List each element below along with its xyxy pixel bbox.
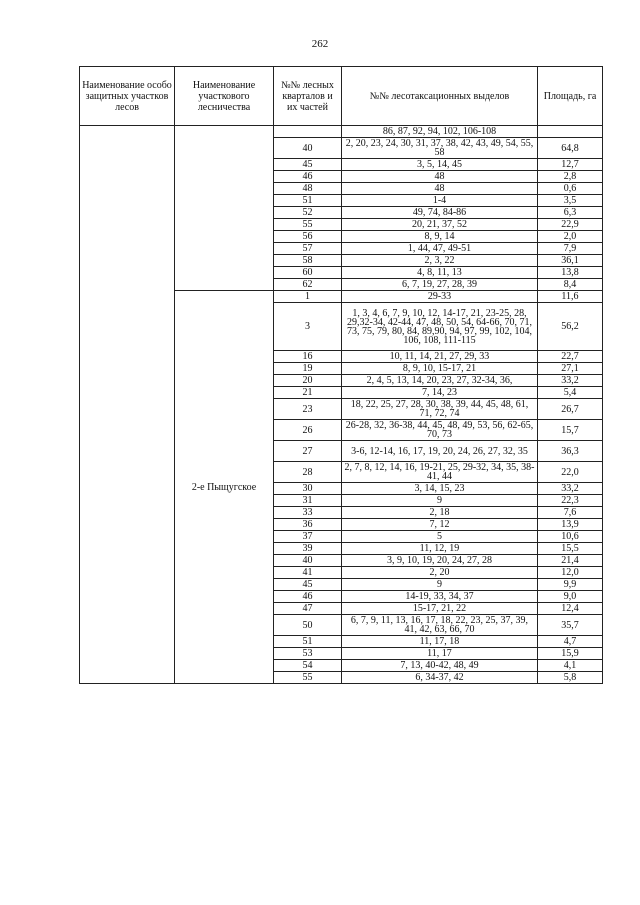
quarter-cell: 45 bbox=[274, 159, 342, 171]
quarter-cell: 41 bbox=[274, 567, 342, 579]
allotments-cell: 6, 34-37, 42 bbox=[342, 672, 538, 684]
area-cell: 33,2 bbox=[538, 483, 603, 495]
area-cell: 7,9 bbox=[538, 243, 603, 255]
allotments-cell: 29-33 bbox=[342, 291, 538, 303]
area-cell: 22,0 bbox=[538, 462, 603, 483]
area-cell: 26,7 bbox=[538, 399, 603, 420]
allotments-cell: 3-6, 12-14, 16, 17, 19, 20, 24, 26, 27, 32, 35 bbox=[342, 441, 538, 462]
area-cell: 27,1 bbox=[538, 363, 603, 375]
quarter-cell: 23 bbox=[274, 399, 342, 420]
quarter-cell: 53 bbox=[274, 648, 342, 660]
allotments-cell: 7, 14, 23 bbox=[342, 387, 538, 399]
quarter-cell: 27 bbox=[274, 441, 342, 462]
area-cell: 9,0 bbox=[538, 591, 603, 603]
allotments-cell: 4, 8, 11, 13 bbox=[342, 267, 538, 279]
quarter-cell: 39 bbox=[274, 543, 342, 555]
allotments-cell: 86, 87, 92, 94, 102, 106-108 bbox=[342, 126, 538, 138]
quarter-cell: 52 bbox=[274, 207, 342, 219]
quarter-cell: 40 bbox=[274, 138, 342, 159]
quarter-cell: 56 bbox=[274, 231, 342, 243]
allotments-cell: 8, 9, 14 bbox=[342, 231, 538, 243]
allotments-cell: 8, 9, 10, 15-17, 21 bbox=[342, 363, 538, 375]
quarter-cell: 48 bbox=[274, 183, 342, 195]
area-cell: 12,4 bbox=[538, 603, 603, 615]
quarter-cell: 60 bbox=[274, 267, 342, 279]
area-cell: 4,1 bbox=[538, 660, 603, 672]
area-cell: 11,6 bbox=[538, 291, 603, 303]
allotments-cell: 2, 18 bbox=[342, 507, 538, 519]
area-cell: 12,0 bbox=[538, 567, 603, 579]
area-cell: 22,9 bbox=[538, 219, 603, 231]
quarter-cell: 58 bbox=[274, 255, 342, 267]
area-cell: 9,9 bbox=[538, 579, 603, 591]
quarter-cell: 21 bbox=[274, 387, 342, 399]
allotments-cell: 3, 14, 15, 23 bbox=[342, 483, 538, 495]
area-cell: 10,6 bbox=[538, 531, 603, 543]
area-cell: 56,2 bbox=[538, 303, 603, 351]
quarter-cell: 54 bbox=[274, 660, 342, 672]
allotments-cell: 7, 12 bbox=[342, 519, 538, 531]
allotments-cell: 2, 3, 22 bbox=[342, 255, 538, 267]
quarter-cell: 37 bbox=[274, 531, 342, 543]
protective-area-name-cell bbox=[80, 126, 175, 684]
allotments-cell: 14-19, 33, 34, 37 bbox=[342, 591, 538, 603]
header-protective-area-name: Наименование особо защитных участков лесов bbox=[80, 67, 175, 126]
allotments-cell: 2, 4, 5, 13, 14, 20, 23, 27, 32-34, 36, bbox=[342, 375, 538, 387]
allotments-cell: 1, 3, 4, 6, 7, 9, 10, 12, 14-17, 21, 23-25, 28, 29,32-34, 42-44, 47, 48, 50, 54, 64-66, 70, 71, 73, 75, 79, 80, 84, 89,90, 94, 97, 99, 102, 104, 106, 108, 111-115 bbox=[342, 303, 538, 351]
area-cell: 13,9 bbox=[538, 519, 603, 531]
quarter-cell: 40 bbox=[274, 555, 342, 567]
allotments-cell: 3, 9, 10, 19, 20, 24, 27, 28 bbox=[342, 555, 538, 567]
table-row bbox=[80, 126, 603, 138]
forestry-name-cell: 2-е Пыщугское bbox=[175, 291, 274, 684]
allotments-cell: 9 bbox=[342, 495, 538, 507]
area-cell: 22,7 bbox=[538, 351, 603, 363]
area-cell: 33,2 bbox=[538, 375, 603, 387]
area-cell: 35,7 bbox=[538, 615, 603, 636]
quarter-cell: 28 bbox=[274, 462, 342, 483]
quarter-cell: 1 bbox=[274, 291, 342, 303]
forest-plots-table bbox=[79, 66, 603, 684]
allotments-cell: 1, 44, 47, 49-51 bbox=[342, 243, 538, 255]
allotments-cell: 11, 17 bbox=[342, 648, 538, 660]
area-cell bbox=[538, 126, 603, 138]
area-cell: 15,7 bbox=[538, 420, 603, 441]
area-cell: 36,1 bbox=[538, 255, 603, 267]
quarter-cell: 19 bbox=[274, 363, 342, 375]
allotments-cell: 6, 7, 9, 11, 13, 16, 17, 18, 22, 23, 25, 37, 39, 41, 42, 63, 66, 70 bbox=[342, 615, 538, 636]
quarter-cell: 50 bbox=[274, 615, 342, 636]
area-cell: 15,9 bbox=[538, 648, 603, 660]
area-cell: 2,8 bbox=[538, 171, 603, 183]
allotments-cell: 15-17, 21, 22 bbox=[342, 603, 538, 615]
area-cell: 0,6 bbox=[538, 183, 603, 195]
area-cell: 3,5 bbox=[538, 195, 603, 207]
area-cell: 8,4 bbox=[538, 279, 603, 291]
forestry-name-cell bbox=[175, 126, 274, 291]
quarter-cell: 51 bbox=[274, 636, 342, 648]
allotments-cell: 2, 20 bbox=[342, 567, 538, 579]
quarter-cell: 46 bbox=[274, 171, 342, 183]
quarter-cell: 45 bbox=[274, 579, 342, 591]
quarter-cell: 46 bbox=[274, 591, 342, 603]
allotments-cell: 49, 74, 84-86 bbox=[342, 207, 538, 219]
area-cell: 22,3 bbox=[538, 495, 603, 507]
allotments-cell: 18, 22, 25, 27, 28, 30, 38, 39, 44, 45, 48, 61, 71, 72, 74 bbox=[342, 399, 538, 420]
area-cell: 6,3 bbox=[538, 207, 603, 219]
allotments-cell: 20, 21, 37, 52 bbox=[342, 219, 538, 231]
area-cell: 7,6 bbox=[538, 507, 603, 519]
quarter-cell: 16 bbox=[274, 351, 342, 363]
allotments-cell: 11, 17, 18 bbox=[342, 636, 538, 648]
header-allotment-numbers: №№ лесотаксационных выделов bbox=[342, 67, 538, 126]
allotments-cell: 48 bbox=[342, 171, 538, 183]
quarter-cell: 33 bbox=[274, 507, 342, 519]
area-cell: 4,7 bbox=[538, 636, 603, 648]
quarter-cell: 51 bbox=[274, 195, 342, 207]
quarter-cell: 36 bbox=[274, 519, 342, 531]
quarter-cell: 55 bbox=[274, 672, 342, 684]
allotments-cell: 6, 7, 19, 27, 28, 39 bbox=[342, 279, 538, 291]
quarter-cell: 20 bbox=[274, 375, 342, 387]
area-cell: 5,4 bbox=[538, 387, 603, 399]
allotments-cell: 11, 12, 19 bbox=[342, 543, 538, 555]
quarter-cell: 31 bbox=[274, 495, 342, 507]
area-cell: 15,5 bbox=[538, 543, 603, 555]
page-number: 262 bbox=[311, 38, 329, 50]
allotments-cell: 26-28, 32, 36-38, 44, 45, 48, 49, 53, 56, 62-65, 70, 73 bbox=[342, 420, 538, 441]
quarter-cell: 62 bbox=[274, 279, 342, 291]
allotments-cell: 3, 5, 14, 45 bbox=[342, 159, 538, 171]
area-cell: 13,8 bbox=[538, 267, 603, 279]
header-area: Площадь, га bbox=[538, 67, 603, 126]
header-quarter-numbers: №№ лесных кварталов и их частей bbox=[274, 67, 342, 126]
table-header-row bbox=[80, 67, 603, 126]
area-cell: 2,0 bbox=[538, 231, 603, 243]
quarter-cell: 57 bbox=[274, 243, 342, 255]
allotments-cell: 2, 7, 8, 12, 14, 16, 19-21, 25, 29-32, 34, 35, 38-41, 44 bbox=[342, 462, 538, 483]
allotments-cell: 5 bbox=[342, 531, 538, 543]
allotments-cell: 1-4 bbox=[342, 195, 538, 207]
area-cell: 21,4 bbox=[538, 555, 603, 567]
area-cell: 64,8 bbox=[538, 138, 603, 159]
quarter-cell: 30 bbox=[274, 483, 342, 495]
area-cell: 36,3 bbox=[538, 441, 603, 462]
allotments-cell: 9 bbox=[342, 579, 538, 591]
area-cell: 12,7 bbox=[538, 159, 603, 171]
quarter-cell bbox=[274, 126, 342, 138]
allotments-cell: 7, 13, 40-42, 48, 49 bbox=[342, 660, 538, 672]
allotments-cell: 2, 20, 23, 24, 30, 31, 37, 38, 42, 43, 49, 54, 55, 58 bbox=[342, 138, 538, 159]
allotments-cell: 48 bbox=[342, 183, 538, 195]
quarter-cell: 3 bbox=[274, 303, 342, 351]
allotments-cell: 10, 11, 14, 21, 27, 29, 33 bbox=[342, 351, 538, 363]
quarter-cell: 26 bbox=[274, 420, 342, 441]
area-cell: 5,8 bbox=[538, 672, 603, 684]
quarter-cell: 55 bbox=[274, 219, 342, 231]
header-forestry-name: Наименование участкового лесничества bbox=[175, 67, 274, 126]
quarter-cell: 47 bbox=[274, 603, 342, 615]
